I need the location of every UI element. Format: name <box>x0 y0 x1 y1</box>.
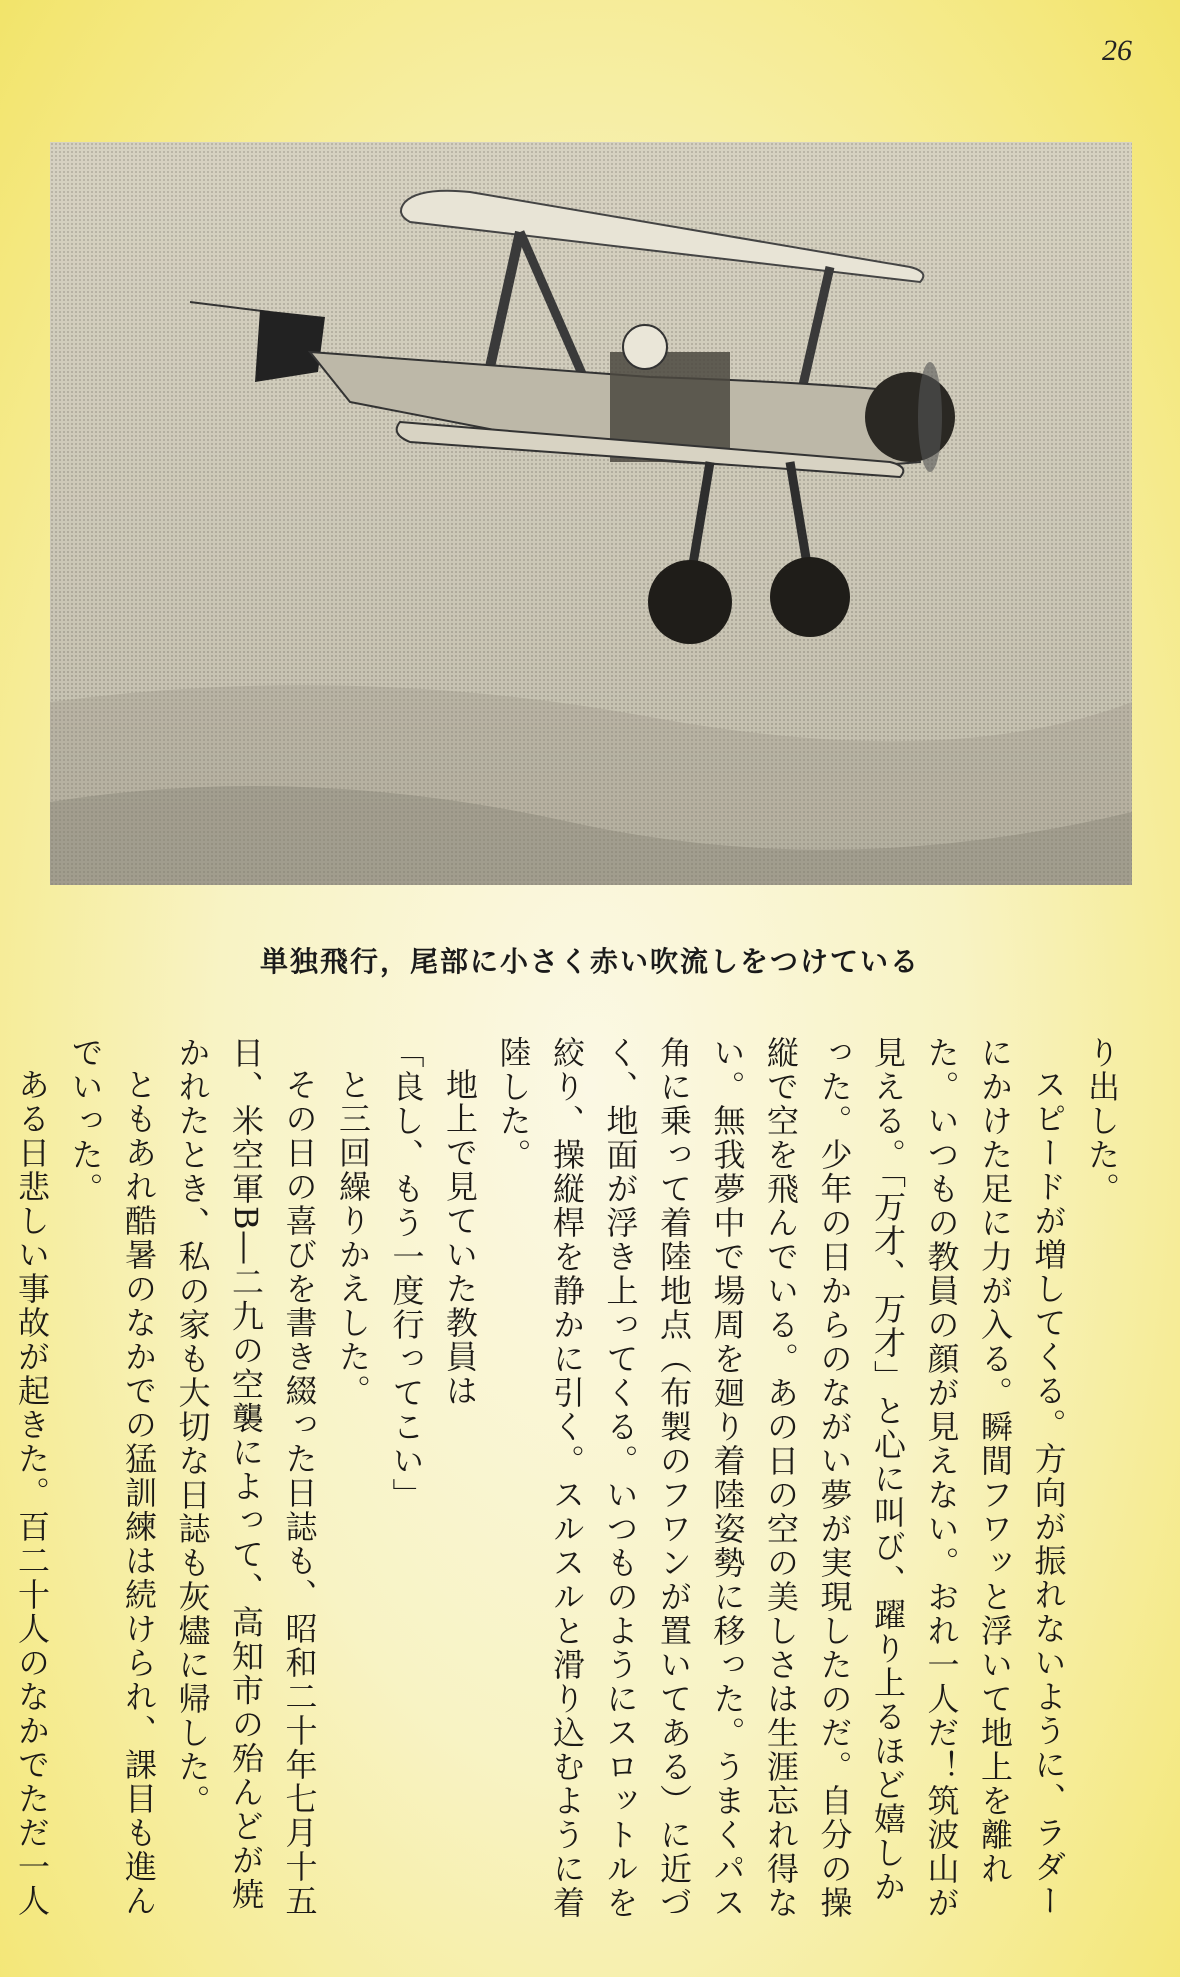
body-text <box>13 1036 1128 1936</box>
paragraph: ある日悲しい事故が起きた。百二十人のなかでただ一人 <box>13 1068 51 1918</box>
paragraph: その日の喜びを書き綴った日誌も、昭和二十年七月十五日、米空軍B―二九の空襲によって、高知市の殆んどが焼かれたとき、私の家も大切な日誌も灰燼に帰した。 <box>173 1036 319 1918</box>
paragraph: スピードが増してくる。方向が振れないように、ラダーにかけた足に力が入る。瞬間フワッと浮いて地上を離れた。いつもの教員の顔が見えない。おれ一人だ！筑波山が見える。「万才、万才」と心に叫び、躍り上るほど嬉しかった。少年の日からのながい夢が実現したのだ。自分の操縦で空を飛んでいる。あの日の空の美しさは生涯忘れ得ない。無我夢中で場周を廻り着陸姿勢に移った。うまくパス角に乗って着陸地点（布製のフワンが置いてある）に近づく、地面が浮き上ってくる。いつものようにスロットルを絞り、操縦桿を静かに引く。スルスルと滑り込むように着陸した。 <box>494 1036 1068 1920</box>
paragraph: と三回繰りかえした。 <box>334 1068 372 1408</box>
paragraph: ともあれ酷暑のなかでの猛訓練は続けられ、課目も進んでいった。 <box>66 1036 158 1918</box>
page-number: 26 <box>1102 34 1132 67</box>
biplane-photo <box>50 142 1132 885</box>
paragraph: り出した。 <box>1083 1036 1121 1206</box>
paragraph: 「良し、もう一度行ってこい」 <box>387 1036 426 1512</box>
paragraph: 地上で見ていた教員は <box>441 1068 479 1408</box>
photo-caption: 単独飛行，尾部に小さく赤い吹流しをつけている <box>259 945 920 978</box>
